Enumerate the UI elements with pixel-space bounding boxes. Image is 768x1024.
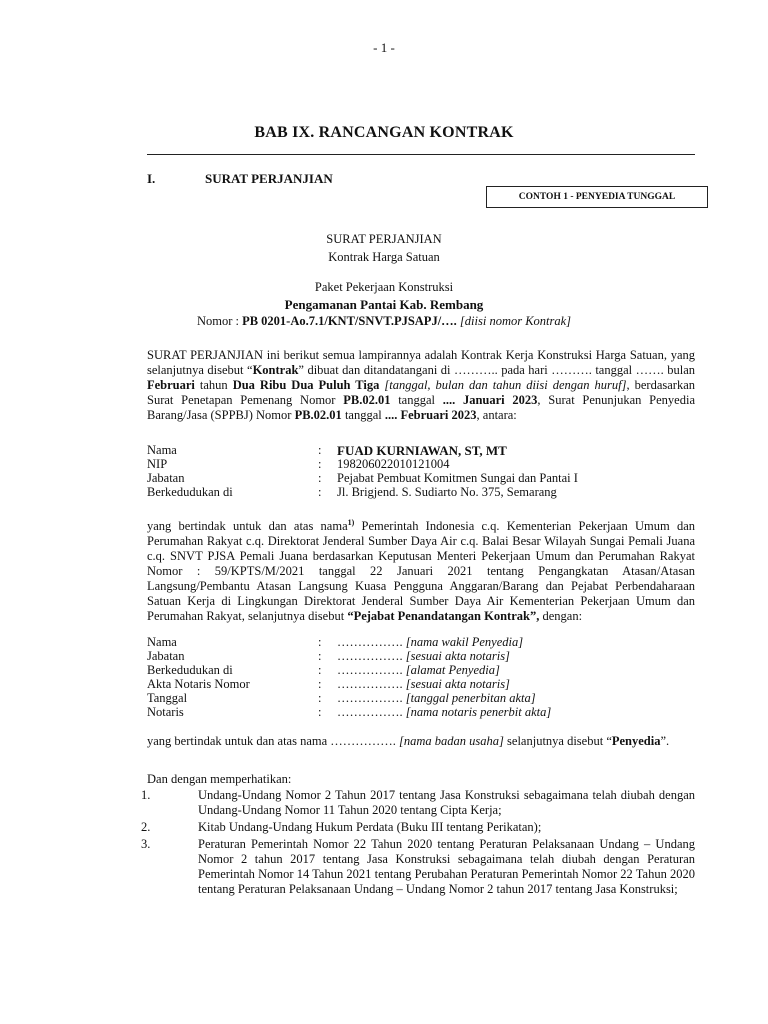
chapter-title: BAB IX. RANCANGAN KONTRAK bbox=[254, 124, 514, 141]
party1-row-position: Jabatan : Pejabat Pembuat Komitmen Sungai dan Pantai I bbox=[147, 471, 578, 485]
party1-row-nip: NIP : 198206022010121004 bbox=[147, 457, 450, 471]
party2-row-deed-number: Akta Notaris Nomor : ……………. [sesuai akta notaris] bbox=[147, 677, 510, 691]
contract-number bbox=[0, 314, 768, 329]
section-title: SURAT PERJANJIAN bbox=[205, 171, 333, 186]
contract-type: Kontrak Harga Satuan bbox=[328, 250, 440, 264]
contract-number-value: PB 0201-Ao.7.1/KNT/SNVT.PJSAPJ/…. bbox=[242, 314, 457, 328]
list-item: 1. Undang-Undang Nomor 2 Tahun 2017 tentang Jasa Konstruksi sebagaimana telah diubah dengan Undang-Undang Nomor 11 Tahun 2020 tentang Cipta Kerja; bbox=[141, 788, 695, 817]
title-divider bbox=[147, 154, 695, 155]
party2-row-notary: Notaris : ……………. [nama notaris penerbit akta] bbox=[147, 705, 552, 719]
contract-number-label: Nomor : bbox=[196, 314, 243, 328]
intro-paragraph: SURAT PERJANJIAN ini berikut semua lampirannya adalah Kontrak Kerja Konstruksi Harga Satuan, yang selanjutnya disebut “Kontrak” dibuat dan ditandatangani di ……….. pada hari ………. tanggal ……. bulan Februari tahun Dua Ribu Dua Puluh Tiga [tanggal, bulan dan tahun diisi dengan huruf], berdasarkan Surat Penetapan Pemenang Nomor PB.02.01 tanggal .... Januari 2023, Surat Penunjukan Penyedia Barang/Jasa (SPPBJ) Nomor PB.02.01 tanggal .... Februari 2023, antara: bbox=[147, 348, 696, 422]
party2-row-date: Tanggal : ……………. [tanggal penerbitan akta] bbox=[147, 691, 536, 705]
considering-label: Dan dengan memperhatikan: bbox=[147, 772, 292, 786]
project-name: Pengamanan Pantai Kab. Rembang bbox=[284, 297, 484, 312]
template-badge: CONTOH 1 - PENYEDIA TUNGGAL bbox=[486, 186, 708, 208]
provider-paragraph: yang bertindak untuk dan atas nama ……………. [nama badan usaha] selanjutnya disebut “Penyedia”. bbox=[147, 734, 670, 748]
acting-paragraph: yang bertindak untuk dan atas nama$^{1)}$ Pemerintah Indonesia c.q. Kementerian Pekerjaan Umum dan Perumahan Rakyat c.q. Direktorat Jenderal Sumber Daya Air c.q. Balai Besar Wilayah Sungai Pemali Juana c.q. SNVT PJSA Pemali Juana berdasarkan Keputusan Menteri Pekerjaan Umum dan Perumahan Rakyat Nomor : 59/KPTS/M/2021 tanggal 22 Januari 2021 tentang Pengangkatan Atasan/Atasan Langsung/Pembantu Atasan Langsung Kuasa Pengguna Anggaran/Barang dan Pejabat Perbendaharaan Satuan Kerja di Lingkungan Direktorat Jenderal Sumber Daya Air Kementerian Pekerjaan Umum dan Perumahan Rakyat, selanjutnya disebut “Pejabat Penandatangan Kontrak”, dengan: bbox=[147, 518, 695, 624]
party2-row-address: Berkedudukan di : ……………. [alamat Penyedia] bbox=[147, 663, 500, 677]
list-item: 3. Peraturan Pemerintah Nomor 22 Tahun 2020 tentang Peraturan Pelaksanaan Undang – Undang Nomor 2 tahun 2017 tentang Jasa Konstruksi sebagaimana telah diubah dengan Peraturan Pemerintah Nomor 14 Tahun 2021 tentang Perubahan Peraturan Pemerintah Nomor 22 Tahun 2020 tentang Peraturan Pelaksanaan Undang – Undang Nomor 2 tahun 2017 tentang Jasa Konstruksi; bbox=[141, 837, 695, 896]
package-type: Paket Pekerjaan Konstruksi bbox=[314, 280, 454, 294]
party1-row-address: Berkedudukan di : Jl. Brigjend. S. Sudiarto No. 375, Semarang bbox=[147, 485, 557, 499]
party2-row-position: Jabatan : ……………. [sesuai akta notaris] bbox=[147, 649, 510, 663]
section-number: I. bbox=[147, 171, 156, 186]
page-number: - 1 - bbox=[373, 40, 395, 55]
party1-row-name: Nama : FUAD KURNIAWAN, ST, MT bbox=[147, 443, 507, 458]
list-item: 2. Kitab Undang-Undang Hukum Perdata (Buku III tentang Perikatan); bbox=[141, 820, 542, 834]
party2-row-name: Nama : ……………. [nama wakil Penyedia] bbox=[147, 635, 524, 649]
agreement-heading: SURAT PERJANJIAN bbox=[326, 232, 442, 246]
contract-number-note: [diisi nomor Kontrak] bbox=[456, 314, 572, 328]
